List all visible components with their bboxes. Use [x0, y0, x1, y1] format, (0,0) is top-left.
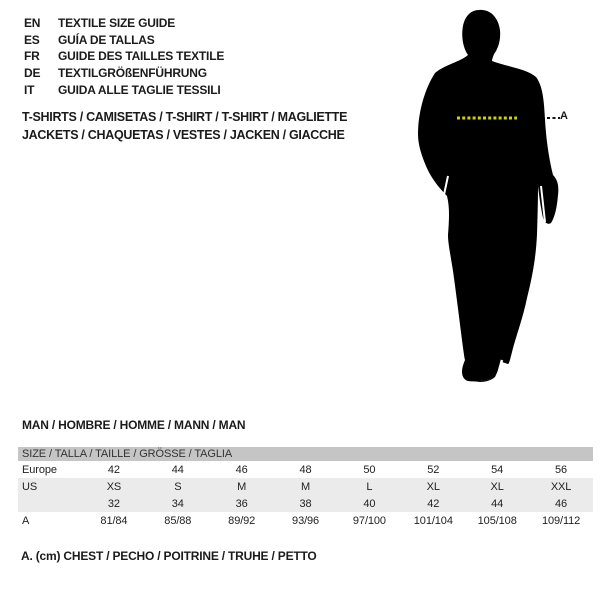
cell: 52 [427, 463, 440, 476]
language-title: TEXTILE SIZE GUIDE [58, 16, 176, 30]
man-silhouette-figure [408, 6, 572, 390]
size-table [18, 447, 593, 529]
cell: 32 [82, 495, 146, 512]
cell: 38 [274, 495, 338, 512]
row-label [18, 495, 82, 512]
cell: L [338, 478, 402, 495]
table-row-us-numeric [18, 495, 593, 512]
garment-categories [22, 108, 347, 144]
table-row-chest [18, 512, 593, 529]
language-title-list [24, 15, 224, 99]
size-table-header: SIZE / TALLA / TAILLE / GRÖSSE / TAGLIA [18, 447, 593, 461]
section-title-man: MAN / HOMBRE / HOMME / MANN / MAN [22, 418, 246, 432]
cell: 42 [401, 495, 465, 512]
language-code: EN [24, 16, 41, 30]
cell: XXL [529, 478, 593, 495]
language-title: GUIDA ALLE TAGLIE TESSILI [58, 82, 221, 97]
cell: 44 [465, 495, 529, 512]
cell: 105/108 [477, 514, 517, 527]
cell: M [210, 478, 274, 495]
measurement-footnote: A. (cm) CHEST / PECHO / POITRINE / TRUHE / PETTO [21, 549, 317, 563]
language-code: FR [24, 49, 40, 64]
cell: 56 [555, 463, 568, 476]
language-code: IT [24, 82, 35, 97]
cell: 48 [299, 463, 312, 476]
language-row-it [24, 82, 224, 99]
cell: 50 [363, 463, 376, 476]
table-row-us [18, 478, 593, 495]
category-tshirts: T-SHIRTS / CAMISETAS / T-SHIRT / T-SHIRT / MAGLIETTE [22, 110, 348, 124]
cell: XS [82, 478, 146, 495]
language-row-es [24, 32, 224, 49]
cell: 85/88 [164, 514, 192, 527]
row-label: Europe [22, 463, 57, 476]
cell: 54 [491, 463, 504, 476]
language-title: GUÍA DE TALLAS [58, 32, 155, 47]
language-code: ES [24, 32, 40, 47]
language-code: DE [24, 66, 41, 81]
cell: M [274, 478, 338, 495]
cell: 46 [529, 495, 593, 512]
size-table-header-row [18, 447, 593, 461]
row-label: US [18, 478, 82, 495]
measure-label-a: A [560, 110, 568, 122]
cell: 93/96 [292, 514, 320, 527]
cell: 46 [235, 463, 248, 476]
cell: 97/100 [352, 514, 386, 527]
cell: XL [465, 478, 529, 495]
language-row-fr [24, 48, 224, 65]
language-title: GUIDE DES TAILLES TEXTILE [58, 49, 225, 64]
category-jackets: JACKETS / CHAQUETAS / VESTES / JACKEN / GIACCHE [22, 128, 345, 142]
cell: 36 [210, 495, 274, 512]
cell: 34 [146, 495, 210, 512]
language-row-de [24, 65, 224, 82]
man-silhouette [408, 6, 572, 390]
cell: S [146, 478, 210, 495]
cell: 44 [171, 463, 184, 476]
language-title: TEXTILGRÖßENFÜHRUNG [58, 66, 207, 81]
cell: 42 [107, 463, 120, 476]
cell: 101/104 [413, 514, 453, 527]
row-label: A [22, 514, 30, 527]
cell: 40 [338, 495, 402, 512]
table-row-europe [18, 461, 593, 478]
language-row-en [24, 15, 224, 32]
cell: 89/92 [228, 514, 256, 527]
cell: 109/112 [541, 514, 581, 527]
cell: 81/84 [100, 514, 128, 527]
cell: XL [401, 478, 465, 495]
